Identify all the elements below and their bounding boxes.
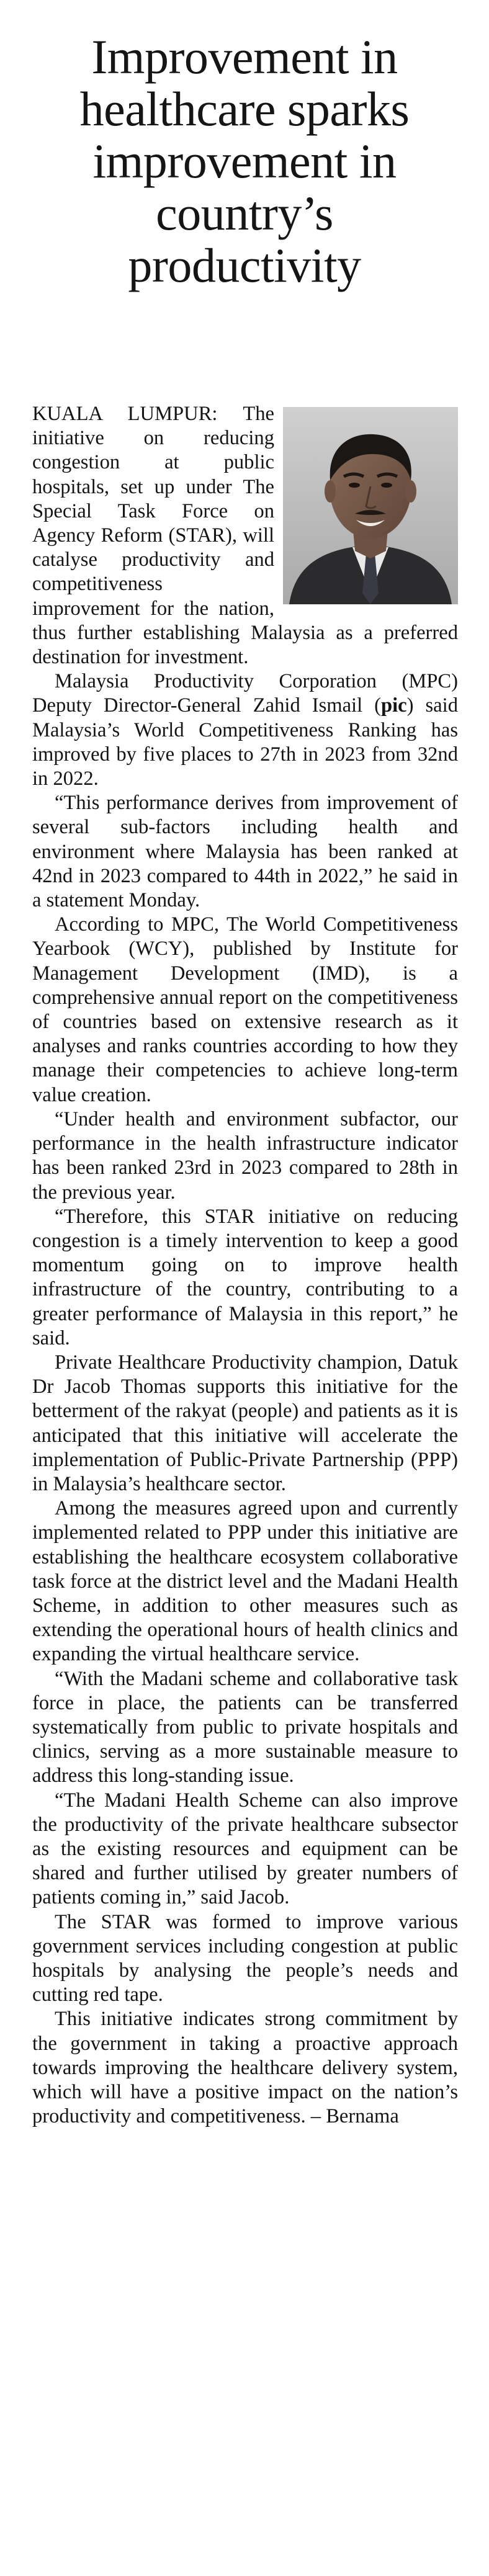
paragraph-text: The STAR was formed to improve various government services including congestion at public hospitals by analysing the people’s needs and cutting red tape. bbox=[32, 1910, 458, 2006]
article-paragraph bbox=[32, 1496, 458, 1666]
article-paragraph bbox=[32, 2007, 458, 2129]
headline: Improvement in healthcare sparks improvement in country’s productivity bbox=[79, 30, 410, 292]
paragraph-text: “The Madani Health Scheme can also improve the productivity of the private healthcare subsector as the existing resources and equipment can be shared and further utilised by greater numbers of patients coming in,” said Jacob. bbox=[32, 1789, 458, 1909]
article-paragraphs bbox=[32, 402, 458, 2129]
paragraph-text: “Therefore, this STAR initiative on reducing congestion is a timely intervention to keep a good momentum going on to improve health infrastructure of the country, contributing to a greater performance of Malaysia in this report,” he said. bbox=[32, 1205, 458, 1349]
article-paragraph bbox=[32, 1107, 458, 1205]
portrait-photo bbox=[283, 407, 458, 604]
article-paragraph bbox=[32, 1667, 458, 1789]
article-paragraph bbox=[32, 791, 458, 913]
article-paragraph bbox=[32, 1351, 458, 1496]
article-body bbox=[32, 402, 458, 2129]
paragraph-text: “Under health and environment subfactor, our performance in the health infrastructure indicator has been ranked 23rd in 2023 compared to 28th in the previous year. bbox=[32, 1107, 458, 1204]
paragraph-text: Malaysia Productivity Corporation (MPC) Deputy Director-General Zahid Ismail ( bbox=[32, 670, 458, 717]
paragraph-text: Private Healthcare Productivity champion, Datuk Dr Jacob Thomas supports this initiative for the betterment of the rakyat (people) and patients as it is anticipated that this initiative will accelerate the implementation of Public-Private Partnership (PPP) in Malaysia’s healthcare sector. bbox=[32, 1351, 458, 1495]
paragraph-text: This initiative indicates strong commitment by the government in taking a proactive approach towards improving the healthcare delivery system, which will have a positive impact on the nation’s productivity and competitiveness. – Bernama bbox=[32, 2008, 458, 2128]
article-paragraph bbox=[32, 913, 458, 1107]
article-paragraph bbox=[32, 1789, 458, 1910]
paragraph-text: ) said Malaysia’s World Competitiveness Ranking has improved by five places to 27th in 2023 from 32nd in 2022. bbox=[32, 694, 458, 790]
paragraph-text: “With the Madani scheme and collaborative task force in place, the patients can be transferred systematically from public to private hospitals and clinics, serving as a more sustainable measure to address this long-standing issue. bbox=[32, 1667, 458, 1787]
article-paragraph bbox=[32, 1205, 458, 1351]
paragraph-text: pic bbox=[381, 694, 407, 717]
paragraph-text: According to MPC, The World Competitiveness Yearbook (WCY), published by Institute for Management Development (IMD), is a comprehensive annual report on the competitiveness of countries based on extensive research as it analyses and ranks countries according to how they manage their competencies to achieve long-term value creation. bbox=[32, 913, 458, 1106]
paragraph-text: KUALA LUMPUR: The initiative on reducing congestion at public hospitals, set up under The Special Task Force on Agency Reform (STAR), will catalyse productivity and competitiveness improvement for the nation, thus further establishing Malaysia as a preferred destination for investment. bbox=[32, 403, 458, 669]
article-paragraph bbox=[32, 1910, 458, 2008]
portrait-icon bbox=[283, 407, 458, 604]
paragraph-text: Among the measures agreed upon and currently implemented related to PPP under this initiative are establishing the healthcare ecosystem collaborative task force at the district level and the Madani Health Scheme, in addition to other measures such as extending the operational hours of health clinics and expanding the virtual healthcare service. bbox=[32, 1497, 458, 1666]
paragraph-text: “This performance derives from improvement of several sub-factors including health and environment where Malaysia has been ranked at 42nd in 2023 compared to 44th in 2022,” he said in a statement Monday. bbox=[32, 792, 458, 912]
article-paragraph bbox=[32, 669, 458, 791]
